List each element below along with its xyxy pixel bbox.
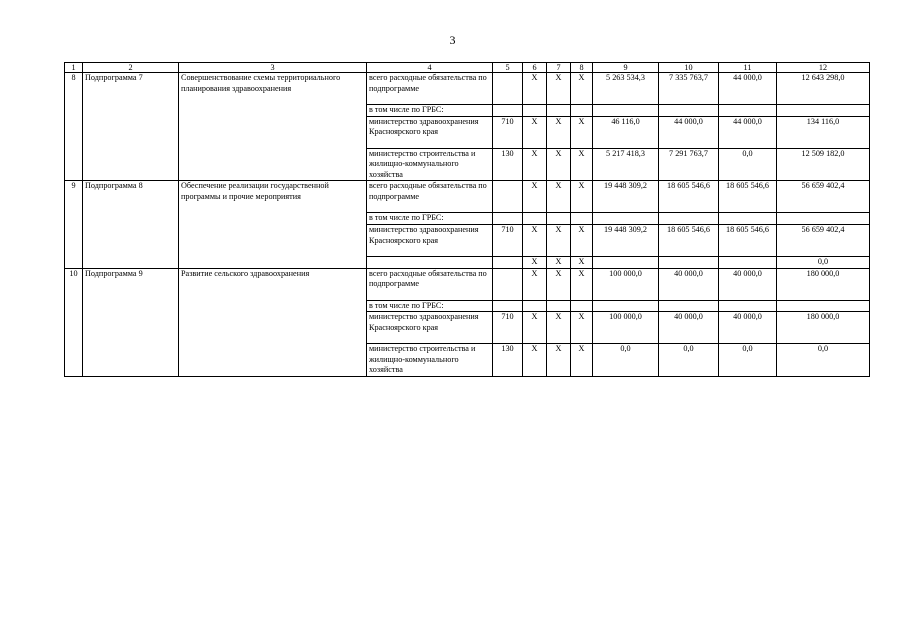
row-label	[367, 256, 493, 268]
cell-c10: 40 000,0	[659, 268, 719, 300]
cell-c10: 18 605 546,6	[659, 181, 719, 213]
header-cell: 2	[83, 63, 179, 73]
cell-c5: 710	[493, 116, 523, 148]
cell-c10	[659, 105, 719, 117]
cell-c9	[593, 256, 659, 268]
cell-c9: 100 000,0	[593, 268, 659, 300]
row-label: всего расходные обязательства по подпрограмме	[367, 73, 493, 105]
page-number: 3	[449, 33, 456, 47]
cell-c10: 7 335 763,7	[659, 73, 719, 105]
table-row	[65, 73, 870, 105]
cell-c10: 18 605 546,6	[659, 224, 719, 256]
cell-c12: 12 643 298,0	[777, 73, 870, 105]
cell-c12: 0,0	[777, 256, 870, 268]
cell-c6: X	[523, 148, 547, 181]
row-label: министерство здравоохранения Красноярского края	[367, 116, 493, 148]
cell-c6: X	[523, 224, 547, 256]
cell-c7: X	[547, 312, 571, 344]
cell-c8: X	[571, 268, 593, 300]
cell-c8	[571, 300, 593, 312]
row-label: в том числе по ГРБС:	[367, 213, 493, 225]
cell-c9: 19 448 309,2	[593, 181, 659, 213]
cell-c7: X	[547, 256, 571, 268]
cell-c8: X	[571, 224, 593, 256]
program-title: Развитие сельского здравоохранения	[179, 268, 367, 376]
header-cell: 4	[367, 63, 493, 73]
cell-c11: 40 000,0	[719, 312, 777, 344]
cell-c12: 12 509 182,0	[777, 148, 870, 181]
cell-c11: 18 605 546,6	[719, 224, 777, 256]
cell-c11: 44 000,0	[719, 73, 777, 105]
cell-c11: 0,0	[719, 148, 777, 181]
header-cell: 6	[523, 63, 547, 73]
program-number: 9	[65, 181, 83, 268]
program-name: Подпрограмма 9	[83, 268, 179, 376]
cell-c6: X	[523, 268, 547, 300]
row-label: министерство здравоохранения Красноярского края	[367, 312, 493, 344]
cell-c8: X	[571, 256, 593, 268]
cell-c5: 710	[493, 224, 523, 256]
cell-c7	[547, 105, 571, 117]
cell-c11: 18 605 546,6	[719, 181, 777, 213]
cell-c8	[571, 213, 593, 225]
row-label: министерство строительства и жилищно-коммунального хозяйства	[367, 148, 493, 181]
cell-c12	[777, 213, 870, 225]
cell-c6: X	[523, 73, 547, 105]
table-row	[65, 268, 870, 300]
cell-c5	[493, 213, 523, 225]
cell-c12: 56 659 402,4	[777, 224, 870, 256]
cell-c5	[493, 256, 523, 268]
cell-c7: X	[547, 344, 571, 377]
program-number: 10	[65, 268, 83, 376]
row-label: министерство строительства и жилищно-коммунального хозяйства	[367, 344, 493, 377]
cell-c6	[523, 213, 547, 225]
cell-c9: 5 263 534,3	[593, 73, 659, 105]
cell-c11	[719, 213, 777, 225]
cell-c9	[593, 300, 659, 312]
cell-c10: 7 291 763,7	[659, 148, 719, 181]
budget-table	[64, 62, 870, 377]
cell-c10: 44 000,0	[659, 116, 719, 148]
cell-c7: X	[547, 268, 571, 300]
header-row	[65, 63, 870, 73]
cell-c8: X	[571, 73, 593, 105]
row-label: всего расходные обязательства по подпрограмме	[367, 181, 493, 213]
header-cell: 10	[659, 63, 719, 73]
header-cell: 12	[777, 63, 870, 73]
cell-c5	[493, 181, 523, 213]
cell-c8: X	[571, 116, 593, 148]
cell-c9: 5 217 418,3	[593, 148, 659, 181]
cell-c12: 134 116,0	[777, 116, 870, 148]
cell-c5	[493, 268, 523, 300]
program-number: 8	[65, 73, 83, 181]
cell-c9	[593, 105, 659, 117]
cell-c7: X	[547, 73, 571, 105]
cell-c6: X	[523, 344, 547, 377]
row-label: министерство здравоохранения Красноярского края	[367, 224, 493, 256]
row-label: в том числе по ГРБС:	[367, 300, 493, 312]
cell-c5: 130	[493, 344, 523, 377]
cell-c10: 0,0	[659, 344, 719, 377]
cell-c11: 0,0	[719, 344, 777, 377]
header-cell: 11	[719, 63, 777, 73]
cell-c9: 0,0	[593, 344, 659, 377]
cell-c10	[659, 213, 719, 225]
header-cell: 9	[593, 63, 659, 73]
cell-c12: 180 000,0	[777, 312, 870, 344]
cell-c8: X	[571, 344, 593, 377]
cell-c9	[593, 213, 659, 225]
cell-c6	[523, 105, 547, 117]
cell-c7: X	[547, 148, 571, 181]
cell-c6: X	[523, 116, 547, 148]
cell-c9: 100 000,0	[593, 312, 659, 344]
cell-c11: 44 000,0	[719, 116, 777, 148]
program-title: Совершенствование схемы территориального планирования здравоохранения	[179, 73, 367, 181]
cell-c11	[719, 105, 777, 117]
program-name: Подпрограмма 8	[83, 181, 179, 268]
cell-c12: 0,0	[777, 344, 870, 377]
cell-c12	[777, 300, 870, 312]
cell-c8: X	[571, 148, 593, 181]
header-cell: 7	[547, 63, 571, 73]
header-cell: 3	[179, 63, 367, 73]
cell-c10	[659, 256, 719, 268]
header-cell: 1	[65, 63, 83, 73]
cell-c12: 180 000,0	[777, 268, 870, 300]
cell-c11	[719, 256, 777, 268]
cell-c10: 40 000,0	[659, 312, 719, 344]
header-cell: 5	[493, 63, 523, 73]
cell-c12	[777, 105, 870, 117]
cell-c5	[493, 73, 523, 105]
header-cell: 8	[571, 63, 593, 73]
cell-c8: X	[571, 181, 593, 213]
cell-c5	[493, 300, 523, 312]
cell-c5: 710	[493, 312, 523, 344]
program-title: Обеспечение реализации государственной программы и прочие мероприятия	[179, 181, 367, 268]
cell-c9: 19 448 309,2	[593, 224, 659, 256]
cell-c6	[523, 300, 547, 312]
cell-c6: X	[523, 256, 547, 268]
table-row	[65, 181, 870, 213]
cell-c8	[571, 105, 593, 117]
cell-c7: X	[547, 224, 571, 256]
cell-c6: X	[523, 181, 547, 213]
row-label: всего расходные обязательства по подпрограмме	[367, 268, 493, 300]
cell-c5: 130	[493, 148, 523, 181]
cell-c9: 46 116,0	[593, 116, 659, 148]
program-name: Подпрограмма 7	[83, 73, 179, 181]
cell-c11	[719, 300, 777, 312]
cell-c7	[547, 300, 571, 312]
row-label: в том числе по ГРБС:	[367, 105, 493, 117]
cell-c7: X	[547, 116, 571, 148]
cell-c7	[547, 213, 571, 225]
cell-c10	[659, 300, 719, 312]
cell-c5	[493, 105, 523, 117]
cell-c11: 40 000,0	[719, 268, 777, 300]
cell-c6: X	[523, 312, 547, 344]
cell-c7: X	[547, 181, 571, 213]
cell-c12: 56 659 402,4	[777, 181, 870, 213]
cell-c8: X	[571, 312, 593, 344]
